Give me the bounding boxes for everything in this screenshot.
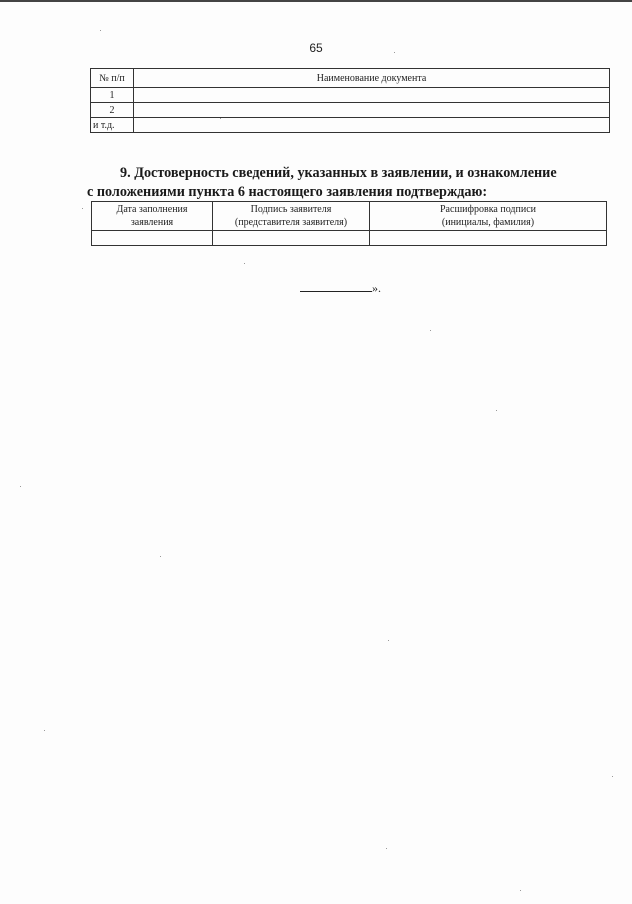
scan-speck xyxy=(244,263,245,264)
documents-table-header-row xyxy=(91,69,610,88)
documents-table-header-name: Наименование документа xyxy=(134,69,610,88)
closing-quote: ». xyxy=(372,281,381,295)
table-row xyxy=(91,103,610,118)
table-row xyxy=(92,231,607,246)
scan-speck xyxy=(160,556,161,557)
signature-table-header-date-line2: заявления xyxy=(130,217,174,228)
scan-speck xyxy=(394,52,395,53)
signature-table-header-signature xyxy=(213,202,370,231)
section-9-heading xyxy=(87,164,612,202)
signature-table-decoding-cell xyxy=(370,231,607,246)
signature-table-header-decoding-line1: Расшифровка подписи xyxy=(440,204,536,215)
table-row xyxy=(91,88,610,103)
documents-table-header-number: № п/п xyxy=(91,69,134,88)
signature-table-header-decoding-line2: (инициалы, фамилия) xyxy=(441,217,535,228)
documents-table-row-name xyxy=(134,118,610,133)
signature-table-header-signature-line1: Подпись заявителя xyxy=(250,204,332,215)
scan-speck xyxy=(44,730,45,731)
closing-blank-line xyxy=(300,282,372,292)
page-number: 65 xyxy=(309,41,323,55)
scan-speck xyxy=(520,890,521,891)
scan-speck xyxy=(430,330,431,331)
section-9-heading-line2: с положениями пункта 6 настоящего заявления подтверждаю: xyxy=(87,184,488,200)
documents-table-row-name xyxy=(134,88,610,103)
scan-speck xyxy=(220,118,221,119)
signature-table-header-date xyxy=(92,202,213,231)
scan-speck xyxy=(612,776,613,777)
documents-table xyxy=(90,68,610,133)
signature-table-signature-cell xyxy=(213,231,370,246)
signature-table-header-date-line1: Дата заполнения xyxy=(116,204,188,215)
scan-speck xyxy=(386,848,387,849)
documents-table-row-number: 1 xyxy=(91,88,134,103)
signature-table-date-cell xyxy=(92,231,213,246)
section-9-heading-line1: 9. Достоверность сведений, указанных в заявлении, и ознакомление xyxy=(120,165,557,181)
signature-table-header-decoding xyxy=(370,202,607,231)
signature-table xyxy=(91,201,607,246)
table-row xyxy=(91,118,610,133)
scan-speck xyxy=(496,410,497,411)
documents-table-row-number: 2 xyxy=(91,103,134,118)
scan-speck xyxy=(82,208,83,209)
signature-table-header-row xyxy=(92,202,607,231)
page-top-edge xyxy=(0,0,632,2)
signature-table-header-signature-line2: (представителя заявителя) xyxy=(234,217,348,228)
scan-speck xyxy=(100,30,101,31)
scan-speck xyxy=(20,486,21,487)
scan-speck xyxy=(388,640,389,641)
closing-line xyxy=(300,281,381,296)
documents-table-row-number: и т.д. xyxy=(91,118,134,133)
documents-table-row-name xyxy=(134,103,610,118)
